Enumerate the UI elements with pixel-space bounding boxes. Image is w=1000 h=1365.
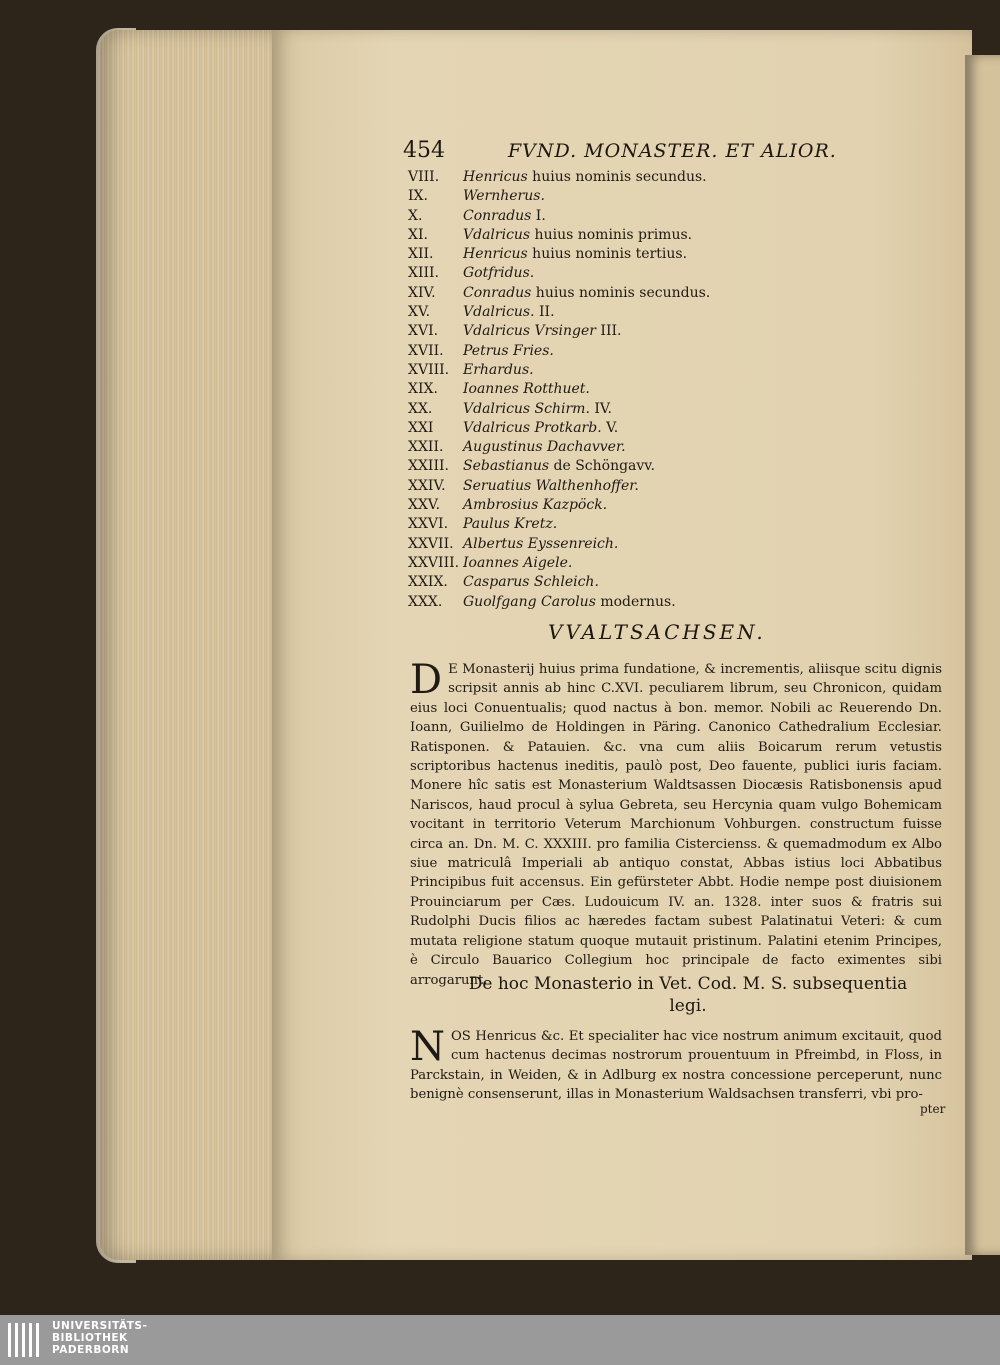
abbot-note: III. [595, 323, 622, 340]
library-name-line: BIBLIOTHEK [52, 1332, 128, 1344]
drop-cap: N [410, 1024, 445, 1070]
abbot-entry [408, 303, 848, 322]
abbot-note: IV. [589, 400, 612, 417]
abbot-number: X. [408, 207, 423, 224]
abbot-list [408, 168, 848, 612]
abbot-name: Ioannes Rotthuet. [463, 381, 590, 398]
abbot-name: Casparus Schleich. [463, 574, 599, 591]
page-number: 454 [403, 138, 445, 163]
abbot-name: Henricus [463, 246, 528, 263]
abbot-name: Augustinus Dachavver. [463, 439, 626, 456]
abbot-entry [408, 322, 848, 341]
running-title: FVND. MONASTER. ET ALIOR. [508, 140, 837, 162]
abbot-entry [408, 515, 848, 534]
abbot-name: Ambrosius Kazpöck. [463, 497, 608, 514]
abbot-number: XXIII. [408, 458, 449, 475]
facing-page-edge [965, 55, 1000, 1255]
abbot-entry [408, 284, 848, 303]
abbot-number: XII. [408, 246, 434, 263]
abbot-entry [408, 226, 848, 245]
library-footer [0, 1315, 1000, 1365]
abbot-name: Vdalricus Protkarb. [463, 419, 602, 436]
abbot-name: Erhardus. [463, 361, 534, 378]
abbot-entry [408, 535, 848, 554]
abbot-name: Seruatius Walthenhoffer. [463, 477, 639, 494]
abbot-name: Ioannes Aigele. [463, 554, 573, 571]
abbot-entry [408, 554, 848, 573]
abbot-number: XVI. [408, 323, 439, 340]
abbot-entry [408, 207, 848, 226]
paragraph-2 [410, 1024, 942, 1105]
abbot-note: huius nominis secundus. [531, 284, 711, 301]
abbot-number: XXX. [408, 593, 443, 610]
abbot-note: huius nominis secundus. [527, 169, 707, 185]
abbot-entry [408, 496, 848, 515]
running-header [403, 138, 843, 168]
abbot-entry [408, 593, 848, 612]
book-page-edges [100, 30, 275, 1260]
abbot-entry [408, 573, 848, 592]
library-name-line: UNIVERSITÄTS- [52, 1320, 148, 1332]
abbot-number: XVIII. [408, 361, 450, 378]
abbot-entry [408, 245, 848, 264]
abbot-entry [408, 457, 848, 476]
abbot-entry [408, 168, 848, 187]
abbot-number: XXV. [408, 497, 441, 514]
library-logo-icon [8, 1323, 48, 1357]
drop-cap: D [410, 657, 443, 703]
abbot-name: Conradus [463, 284, 532, 301]
section-title: VVALTSACHSEN. [548, 620, 766, 644]
abbot-note: II. [534, 304, 555, 321]
abbot-number: XVII. [408, 342, 444, 359]
abbot-entry [408, 477, 848, 496]
library-name [52, 1320, 147, 1356]
abbot-entry [408, 342, 848, 361]
abbot-number: XXVIII. [408, 554, 460, 571]
paragraph-text: E Monasterij huius prima fundatione, & incrementis, aliisque scitu dignis scripsit annis ab hinc C.XVI. peculiarem librum, seu Chronicon, quidam eius loci Conuentualis; quod nactus à bon. memor. Nobili ac Reuerendo Dn. Ioann, Guilielmo de Holdingen in Päring. Canonico Cathedralium Ecclesiar. Ratisponen. & Patauien. &c. vna cum aliis Boicarum rerum vetustis scriptoribus hactenus ineditis, paulò post, Deo fauente, publici iuris faciam. Monere hîc satis est Monasterium Waldtsassen Diocæsis Ratisbonensis apud Nariscos, haud procul à sylua Gebreta, seu Hercynia quam vulgo Bohemicam vocitant in territorio Veterum Marchionum Vohburgen. constructum fuisse circa an. Dn. M. C. XXXIII. pro familia Cistercienss. & quemadmodum ex Albo siue matriculâ Imperiali ab antiquo constat, Abbas istius loci Abbatibus Principibus fuit accensus. Ein gefürsteter Abbt. Hodie nempe post diuisionem Prouinciarum per Cæs. Ludouicum IV. an. 1328. inter suos & fratris sui Rudolphi Ducis filios ac hæredes factam subest Palatinatui Veteri: & cum mutata religione statum quoque mutauit pristinum. Palatini etenim Principes, è Circulo Bauarico Collegium hoc principale de facto eximentes sibi arrogarunt. [410, 662, 942, 988]
abbot-entry [408, 400, 848, 419]
abbot-name: Petrus Fries. [463, 342, 554, 359]
abbot-note: I. [531, 207, 546, 224]
abbot-name: Vdalricus. [463, 304, 535, 321]
abbot-number: XIX. [408, 381, 438, 398]
abbot-number: XXII. [408, 439, 444, 456]
abbot-name: Conradus [463, 207, 532, 224]
abbot-number: XXIV. [408, 477, 446, 494]
abbot-number: XV. [408, 304, 431, 321]
abbot-number: XXVI. [408, 516, 449, 533]
abbot-number: XI. [408, 226, 428, 243]
abbot-name: Sebastianus [463, 458, 550, 475]
abbot-note: de Schöngavv. [549, 458, 656, 475]
abbot-number: XXVII. [408, 535, 454, 552]
subheading: De hoc Monasterio in Vet. Cod. M. S. subsequentia legi. [468, 974, 908, 1016]
abbot-entry [408, 380, 848, 399]
abbot-number: IX. [408, 188, 428, 205]
paragraph-1 [410, 657, 942, 990]
abbot-entry [408, 361, 848, 380]
abbot-note: V. [601, 419, 619, 436]
abbot-name: Paulus Kretz. [463, 516, 558, 533]
abbot-number: XXIX. [408, 574, 448, 591]
abbot-note: huius nominis primus. [530, 226, 693, 243]
paragraph-text: OS Henricus &c. Et specialiter hac vice nostrum animum excitauit, quod cum hactenus decimas nostrorum prouentuum in Pfreimbd, in Floss, in Parckstain, in Weiden, & in Adlburg ex nostra concessione perceperunt, nunc benignè consenserunt, illas in Monasterium Waldsachsen transferri, vbi pro- [410, 1029, 942, 1103]
abbot-note: huius nominis tertius. [527, 246, 688, 263]
abbot-name: Albertus Eyssenreich. [463, 535, 619, 552]
abbot-name: Guolfgang Carolus [463, 593, 596, 610]
abbot-name: Vdalricus [463, 226, 531, 243]
abbot-entry [408, 264, 848, 283]
abbot-name: Henricus [463, 169, 528, 185]
abbot-entry [408, 438, 848, 457]
abbot-note: modernus. [595, 593, 676, 610]
abbot-name: Gotfridus. [463, 265, 535, 282]
catchword: pter [920, 1102, 946, 1116]
abbot-number: XX. [408, 400, 433, 417]
abbot-number: XIII. [408, 265, 440, 282]
abbot-entry [408, 187, 848, 206]
abbot-number: XIV. [408, 284, 436, 301]
abbot-entry [408, 419, 848, 438]
abbot-name: Vdalricus Schirm. [463, 400, 590, 417]
abbot-number: VIII. [408, 169, 440, 185]
library-name-line: PADERBORN [52, 1344, 130, 1356]
abbot-name: Wernherus. [463, 188, 545, 205]
abbot-name: Vdalricus Vrsinger [463, 323, 596, 340]
abbot-number: XXI [408, 419, 434, 436]
